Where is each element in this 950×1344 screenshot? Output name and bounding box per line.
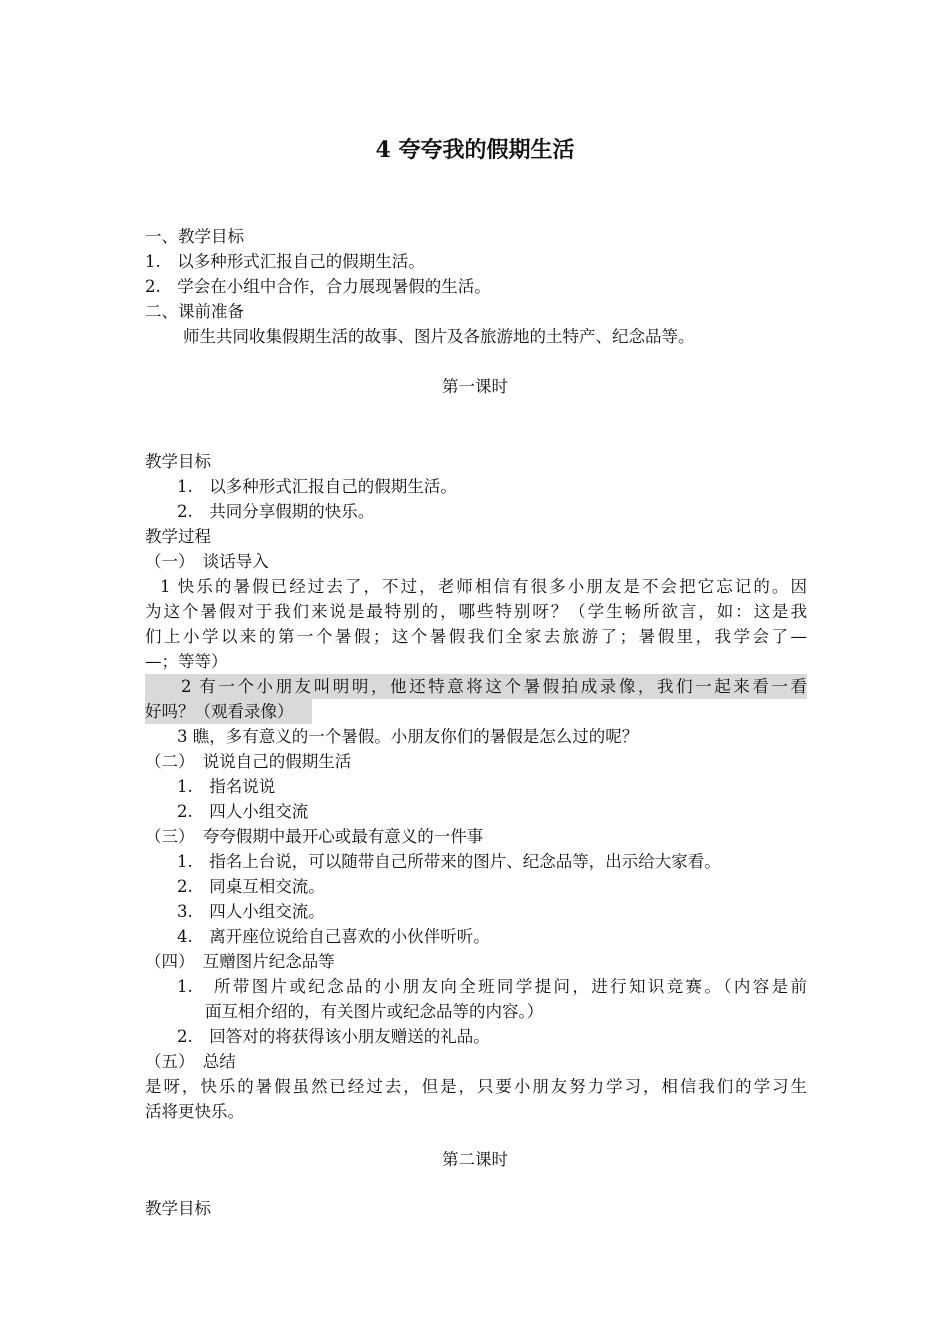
list-item: 4. 离开座位说给自己喜欢的小伙伴听听。	[177, 927, 490, 946]
section-heading: （四） 互赠图片纪念品等	[145, 952, 335, 971]
lesson1-goals-heading: 教学目标	[145, 452, 211, 471]
paragraph-line: 活将更快乐。	[145, 1102, 244, 1121]
goal-item: 2. 学会在小组中合作，合力展现暑假的生活。	[145, 277, 491, 296]
highlighted-line: 2 有一个小朋友叫明明，他还特意将这个暑假拍成录像，我们一起来看一看	[145, 674, 807, 699]
paragraph-line: —；等等）	[145, 652, 228, 671]
section-heading: （三） 夸夸假期中最开心或最有意义的一件事	[145, 827, 484, 846]
lesson2-goals-heading: 教学目标	[145, 1199, 211, 1218]
goals-heading: 一、教学目标	[145, 227, 244, 246]
lesson1-heading: 第一课时	[442, 377, 508, 396]
list-item: 1. 指名上台说，可以随带自己所带来的图片、纪念品等，出示给大家看。	[177, 852, 721, 871]
document-title: 4 夸夸我的假期生活	[375, 137, 575, 163]
prep-text: 师生共同收集假期生活的故事、图片及各旅游地的土特产、纪念品等。	[183, 327, 695, 346]
paragraph-line: 是呀，快乐的暑假虽然已经过去，但是，只要小朋友努力学习，相信我们的学习生	[145, 1077, 807, 1096]
list-item: 1. 指名说说	[177, 777, 276, 796]
process-heading: 教学过程	[145, 527, 211, 546]
lesson1-goal-item: 1. 以多种形式汇报自己的假期生活。	[177, 477, 457, 496]
list-item: 1. 所带图片或纪念品的小朋友向全班同学提问，进行知识竞赛。（内容是前	[177, 977, 807, 996]
list-item: 2. 同桌互相交流。	[177, 877, 325, 896]
list-item-continued: 面互相介绍的，有关图片或纪念品等的内容。）	[205, 1002, 544, 1021]
list-item: 2. 四人小组交流	[177, 802, 309, 821]
section-heading: （五） 总结	[145, 1052, 236, 1071]
list-item: 2. 回答对的将获得该小朋友赠送的礼品。	[177, 1027, 490, 1046]
paragraph-line: 1 快乐的暑假已经过去了，不过，老师相信有很多小朋友是不会把它忘记的。因	[160, 577, 807, 596]
section-heading: （二） 说说自己的假期生活	[145, 752, 352, 771]
goal-item: 1. 以多种形式汇报自己的假期生活。	[145, 252, 425, 271]
list-item: 3. 四人小组交流。	[177, 902, 325, 921]
paragraph-line: 们上小学以来的第一个暑假；这个暑假我们全家去旅游了；暑假里，我学会了—	[145, 627, 807, 646]
lesson2-heading: 第二课时	[442, 1150, 508, 1169]
section-heading: （一） 谈话导入	[145, 552, 269, 571]
paragraph-line: 为这个暑假对于我们来说是最特别的，哪些特别呀？（学生畅所欲言，如：这是我	[145, 602, 807, 621]
highlighted-line: 好吗？（观看录像）	[145, 699, 312, 724]
paragraph-line: 3 瞧，多有意义的一个暑假。小朋友你们的暑假是怎么过的呢？	[177, 727, 639, 746]
lesson1-goal-item: 2. 共同分享假期的快乐。	[177, 502, 375, 521]
prep-heading: 二、课前准备	[145, 302, 244, 321]
